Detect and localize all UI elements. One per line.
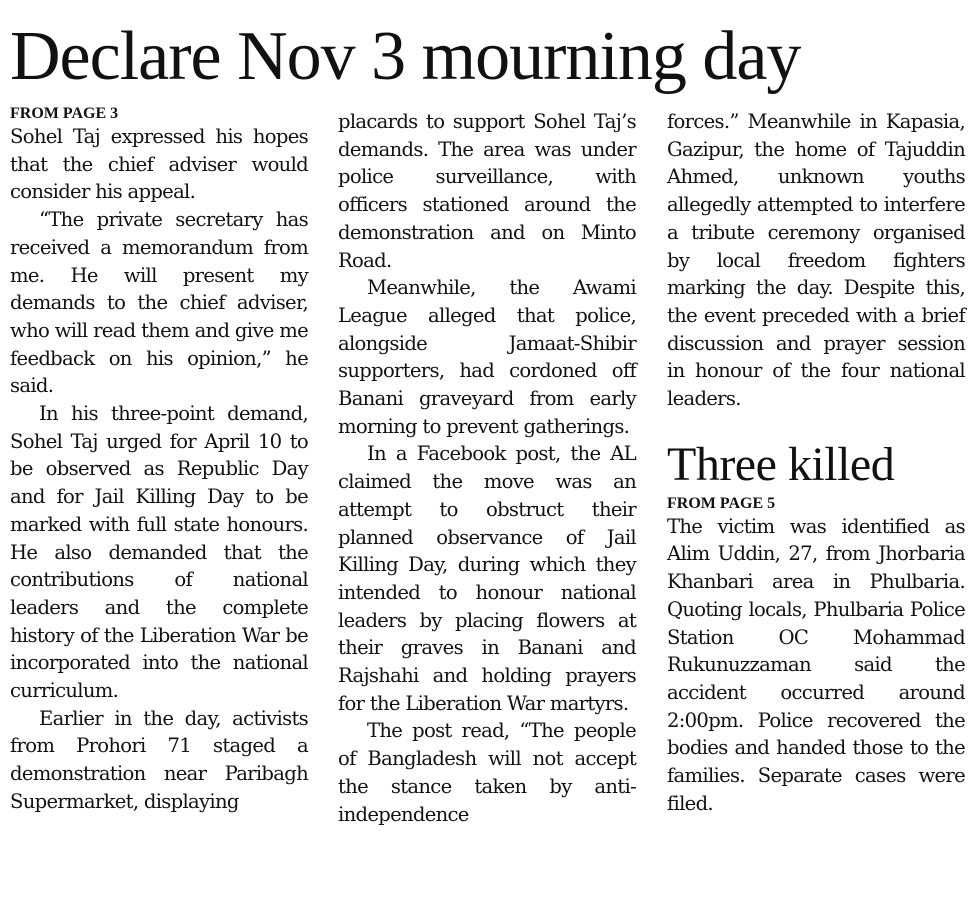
paragraph: Meanwhile, the Awami League alleged that police, alongside Jamaat-Shibir supporters, had cordoned off Banani graveyard from early morning to prevent gatherings. (338, 276, 636, 438)
story-headline: Three killed (667, 437, 895, 491)
paragraph: placards to support Sohel Taj’s demands. The area was under police surveillance, with officers stationed around the demonstration and on Minto Road. (338, 110, 636, 272)
paragraph: Sohel Taj expressed his hopes that the chief adviser would consider his appeal. (10, 125, 308, 204)
from-page-kicker: FROM PAGE 5 (667, 494, 776, 512)
paragraph: “The private secretary has received a memorandum from me. He will present my demands to the chief adviser, who will read them and give me feedback on his opinion,” he said. (10, 208, 308, 398)
paragraph: The victim was identified as Alim Uddin, 27, from Jhorbaria Khanbari area in Phulbaria. Quoting locals, Phulbaria Police Station OC Mohammad Rukunuzzaman said the accident occurred around 2:00pm. Police recovered the bodies and handed those to the families. Separate cases were filed. (667, 514, 965, 815)
column-3 (667, 108, 965, 817)
column-2 (338, 108, 636, 828)
page-headline: Declare Nov 3 mourning day (10, 18, 801, 95)
paragraph: The post read, “The people of Bangladesh will not accept the stance taken by anti-independence (338, 719, 636, 826)
paragraph: forces.” Meanwhile in Kapasia, Gazipur, the home of Tajuddin Ahmed, unknown youths allegedly attempted to interfere a tribute ceremony organised by local freedom fighters marking the day. Despite this, the event preceded with a brief discussion and prayer session in honour of the four national leaders. (667, 110, 965, 411)
paragraph: In a Facebook post, the AL claimed the move was an attempt to obstruct their planned observance of Jail Killing Day, during which they intended to honour national leaders by placing flowers at their graves in Banani and Rajshahi and holding prayers for the Liberation War martyrs. (338, 442, 636, 715)
column-1 (10, 105, 308, 816)
paragraph: In his three-point demand, Sohel Taj urged for April 10 to be observed as Republic Day and for Jail Killing Day to be marked with full state honours. He also demanded that the contributions of national leaders and the complete history of the Liberation War be incorporated into the national curriculum. (10, 402, 308, 703)
paragraph: Earlier in the day, activists from Prohori 71 staged a demonstration near Paribagh Supermarket, displaying (10, 706, 308, 813)
from-page-kicker: FROM PAGE 3 (10, 105, 119, 122)
